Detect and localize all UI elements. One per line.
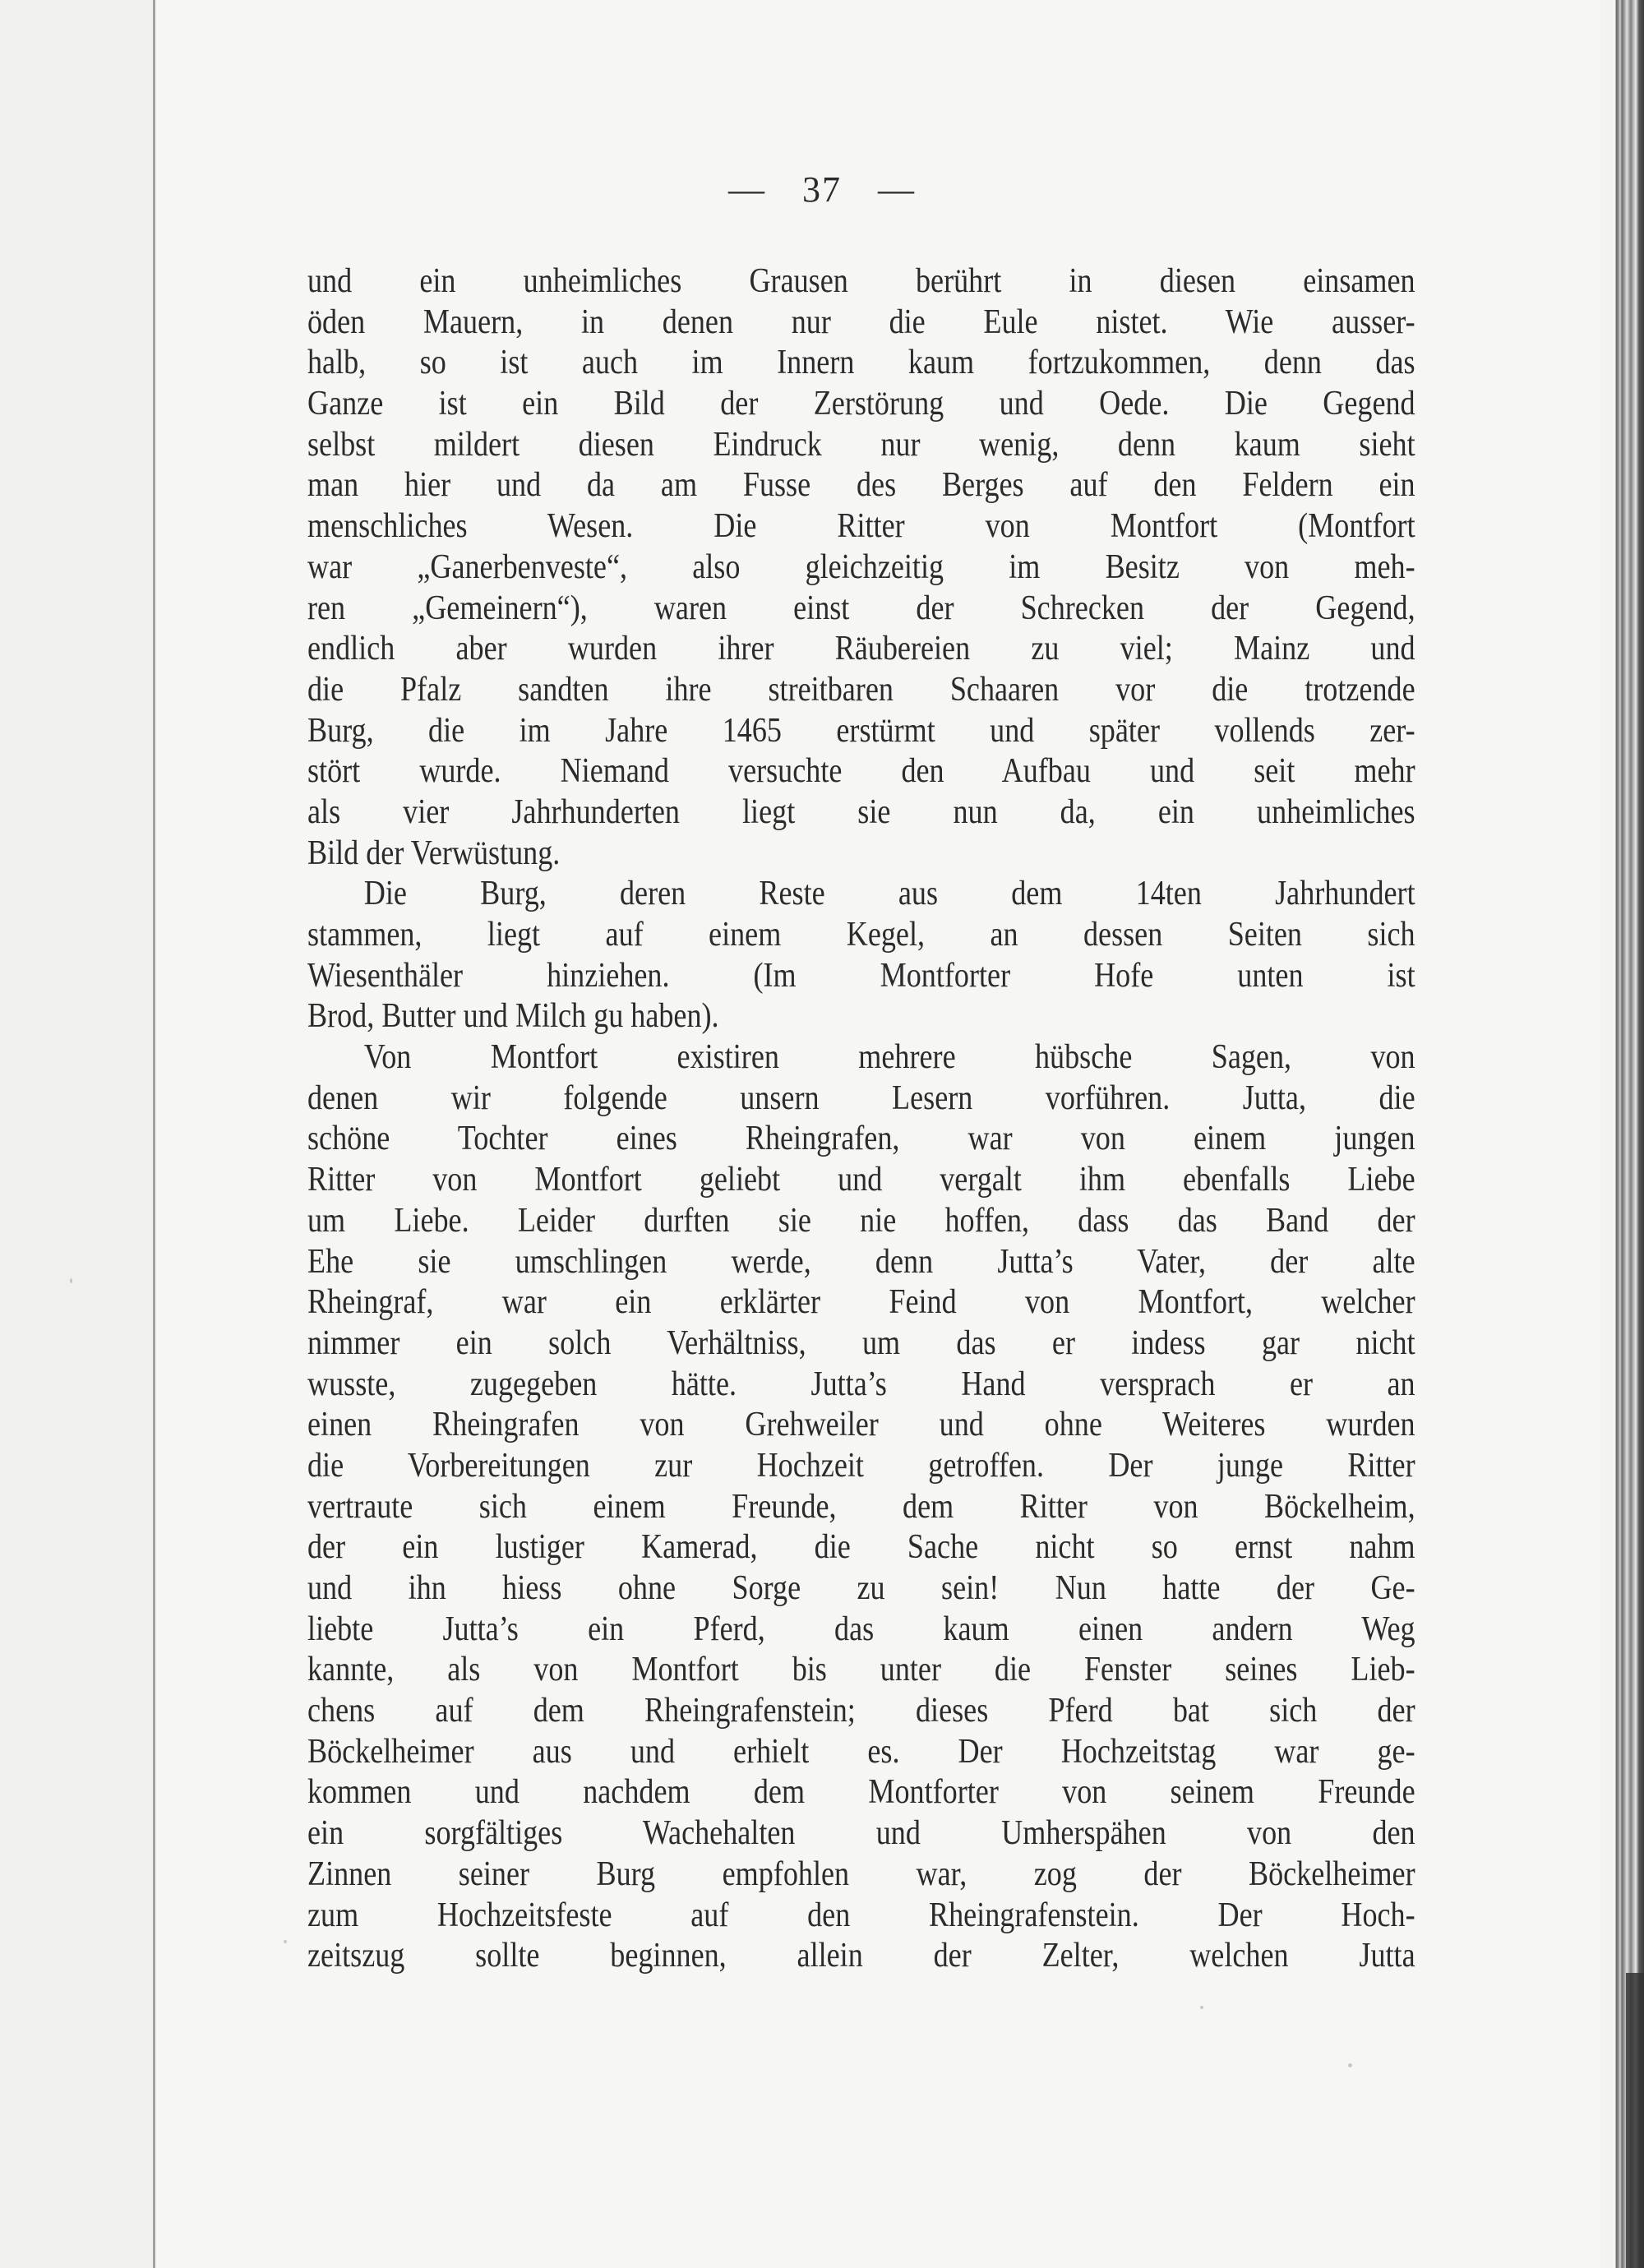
text-line: Zinnen seiner Burg empfohlen war, zog der Böckelheimer [307, 1855, 1415, 1893]
paper-speck [284, 1940, 287, 1943]
text-line: stört wurde. Niemand versuchte den Aufbau und seit mehr [307, 752, 1415, 791]
text-line: der ein lustiger Kamerad, die Sache nicht so ernst nahm [307, 1528, 1415, 1567]
text-line: kannte, als von Montfort bis unter die Fenster seines Lieb- [307, 1651, 1415, 1689]
page-number-dash-right: — [878, 169, 916, 210]
text-line: Von Montfort existiren mehrere hübsche Sagen, von [363, 1038, 1415, 1077]
text-line: selbst mildert diesen Eindruck nur wenig, denn kaum sieht [307, 425, 1415, 464]
text-line: Rheingraf, war ein erklärter Feind von Montfort, welcher [307, 1283, 1415, 1322]
text-line: Brod, Butter und Milch gu haben). [307, 997, 719, 1036]
text-line: chens auf dem Rheingrafenstein; dieses Pferd bat sich der [307, 1692, 1415, 1730]
text-line: und ein unheimliches Grausen berührt in diesen einsamen [307, 262, 1415, 300]
page-number-value: 37 [802, 169, 842, 210]
text-line: öden Mauern, in denen nur die Eule nistet. Wie ausser- [307, 303, 1415, 341]
text-line: menschliches Wesen. Die Ritter von Montfort (Montfort [307, 507, 1415, 546]
text-line: denen wir folgende unsern Lesern vorführen. Jutta, die [307, 1079, 1415, 1117]
text-line: um Liebe. Leider durften sie nie hoffen, dass das Band der [307, 1201, 1415, 1240]
text-line: Wiesenthäler hinziehen. (Im Montforter Hofe unten ist [307, 956, 1415, 995]
text-line: und ihn hiess ohne Sorge zu sein! Nun hatte der Ge- [307, 1569, 1415, 1607]
paper-speck [1200, 2006, 1203, 2009]
text-line: als vier Jahrhunderten liegt sie nun da, ein unheimliches [307, 792, 1415, 831]
text-line: nimmer ein solch Verhältniss, um das er indess gar nicht [307, 1323, 1415, 1362]
text-line: Ganze ist ein Bild der Zerstörung und Oede. Die Gegend [307, 385, 1415, 423]
page-number-dash-left: — [728, 169, 766, 210]
paper-speck [1348, 2063, 1352, 2067]
text-line: Burg, die im Jahre 1465 erstürmt und später vollends zer- [307, 711, 1415, 750]
text-line: vertraute sich einem Freunde, dem Ritter von Böckelheim, [307, 1487, 1415, 1526]
text-line: war „Ganerbenveste“, also gleichzeitig im Besitz von meh- [307, 547, 1415, 586]
text-line: zum Hochzeitsfeste auf den Rheingrafenstein. Der Hoch- [307, 1896, 1415, 1934]
text-line: Böckelheimer aus und erhielt es. Der Hochzeitstag war ge- [307, 1732, 1415, 1771]
text-line: kommen und nachdem dem Montforter von seinem Freunde [307, 1773, 1415, 1812]
text-line: Ehe sie umschlingen werde, denn Jutta’s Vater, der alte [307, 1242, 1415, 1281]
text-line: schöne Tochter eines Rheingrafen, war von einem jungen [307, 1120, 1415, 1158]
text-line: endlich aber wurden ihrer Räubereien zu viel; Mainz und [307, 630, 1415, 668]
text-line: die Vorbereitungen zur Hochzeit getroffen. Der junge Ritter [307, 1446, 1415, 1485]
text-line: ren „Gemeinern“), waren einst der Schrecken der Gegend, [307, 589, 1415, 627]
text-line: ein sorgfältiges Wachehalten und Umherspähen von den [307, 1814, 1415, 1853]
text-line: die Pfalz sandten ihre streitbaren Schaaren vor die trotzende [307, 670, 1415, 709]
text-line: Die Burg, deren Reste aus dem 14ten Jahrhundert [363, 875, 1415, 913]
page-number [0, 169, 1644, 210]
text-line: halb, so ist auch im Innern kaum fortzukommen, denn das [307, 344, 1415, 382]
body-text [307, 261, 1415, 1977]
page-edge-stack [1613, 0, 1644, 2268]
text-line: wusste, zugegeben hätte. Jutta’s Hand versprach er an [307, 1365, 1415, 1403]
facing-page-margin [0, 0, 153, 2268]
page-edge-shadow [1626, 1973, 1644, 2268]
text-line: liebte Jutta’s ein Pferd, das kaum einen andern Weg [307, 1610, 1415, 1648]
text-line: einen Rheingrafen von Grehweiler und ohne Weiteres wurden [307, 1406, 1415, 1444]
text-line: zeitszug sollte beginnen, allein der Zelter, welchen Jutta [307, 1937, 1415, 1975]
text-line: Bild der Verwüstung. [307, 834, 561, 872]
text-line: Ritter von Montfort geliebt und vergalt ihm ebenfalls Liebe [307, 1161, 1415, 1199]
text-line: man hier und da am Fusse des Berges auf den Feldern ein [307, 466, 1415, 505]
paper-speck [70, 1278, 72, 1283]
text-line: stammen, liegt auf einem Kegel, an dessen Seiten sich [307, 916, 1415, 954]
